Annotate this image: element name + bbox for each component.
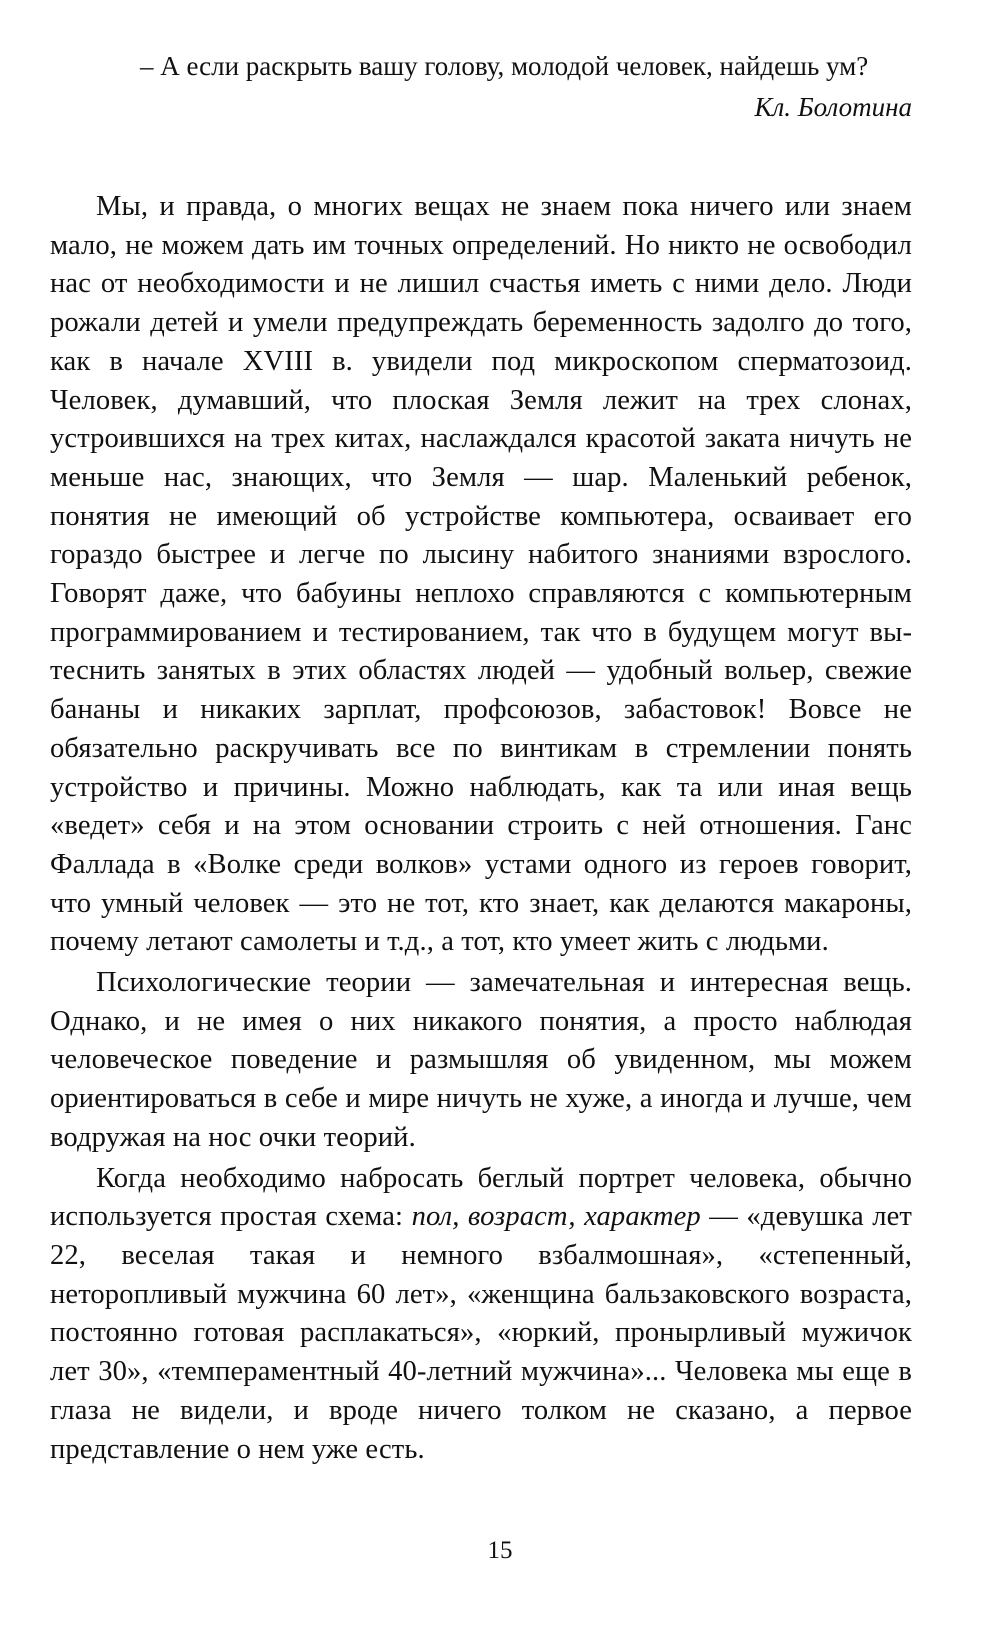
page-number: 15 — [487, 1537, 513, 1564]
paragraph-3-italic: пол, возраст, характер — [411, 1201, 701, 1233]
book-page — [50, 48, 912, 1469]
body-text — [50, 188, 912, 1469]
paragraph-3 — [50, 1160, 912, 1470]
epigraph-author: Кл. Болотина — [754, 92, 912, 122]
paragraph-3-end: — «девушка лет 22, веселая такая и немного взбалмошная», «степенный, неторопливый мужчина 60 лет», «женщина бальзаковского возраста, постоянно готовая расплакаться», «юркий, пронырливый мужичок лет 30», «темпераментный 40-летний мужчина»... Человека мы еще в глаза не видели, и вроде ничего толком не сказано, а первое представление о нем уже есть. — [50, 1201, 912, 1465]
paragraph-1: Мы, и правда, о многих вещах не знаем пока ничего или знаем мало, не можем дать им точных определений. Но никто не освободил нас от необходимости и не лишил счастья иметь с ними дело. Люди рожали детей и умели предупреждать беременность задолго до того, как в начале XVIII в. увидели под микроскопом сперматозоид. Человек, думавший, что плоская Земля лежит на трех слонах, устроившихся на трех китах, наслаждался красотой заката ничуть не меньше нас, знающих, что Земля — шар. Маленький ребенок, понятия не имеющий об устройстве компьютера, осваивает его гораздо быстрее и легче по лысину набитого знаниями взрослого. Говорят даже, что бабуины неплохо справляются с компьютерным программированием и тестированием, так что в будущем могут вытеснить занятых в этих областях людей — удобный вольер, свежие бананы и никаких зарплат, профсоюзов, забастовок! Вовсе не обязательно раскручивать все по винтикам в стремлении понять устройство и причины. Можно наблюдать, как та или иная вещь «ведет» себя и на этом основании строить с ней отношения. Ганс Фаллада в «Волке среди волков» устами одного из героев говорит, что умный человек — это не тот, кто знает, как делаются макароны, почему летают самолеты и т.д., а тот, кто умеет жить с людьми. — [50, 191, 912, 958]
paragraph-2: Психологические теории — замечательная и интересная вещь. Однако, и не имея о них никакого понятия, а просто наблюдая человеческое поведение и размышляя об увиденном, мы можем ориентироваться в себе и мире ничуть не хуже, а иногда и лучше, чем водружая на нос очки теорий. — [50, 967, 912, 1153]
paragraph-3-start: Когда необходимо набросать беглый портрет человека, обычно используется простая схема: — [50, 1162, 912, 1233]
epigraph — [140, 48, 912, 126]
epigraph-quote: – А если раскрыть вашу голову, молодой человек, найдешь ум? — [140, 51, 869, 81]
